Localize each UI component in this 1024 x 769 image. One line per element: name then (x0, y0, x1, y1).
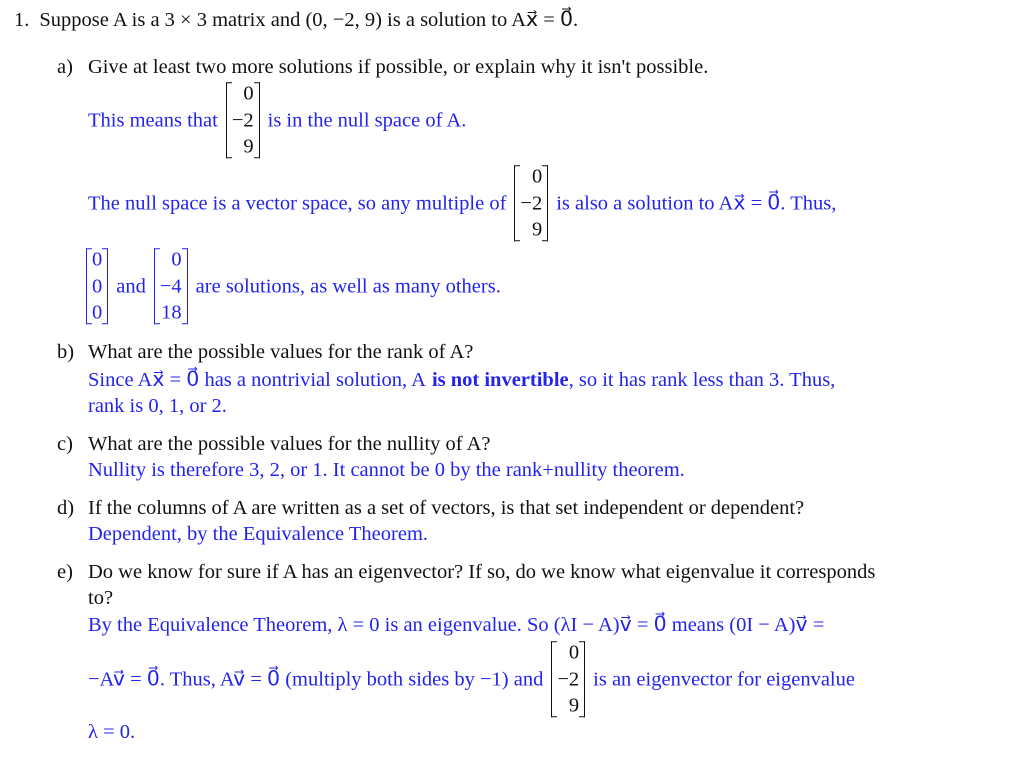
part-e-answer-line-3 (88, 720, 135, 744)
answer-text: −Av⃗ = 0⃗. Thus, Av⃗ = 0⃗ (multiply both sides by −1) and (88, 668, 544, 690)
question-number: 1. (14, 9, 30, 31)
matrix-entry: 0 (171, 248, 182, 271)
part-a-answer-line-3 (82, 246, 501, 326)
part-label: a) (57, 56, 73, 78)
question-text: What are the possible values for the nullity of A? (88, 433, 491, 455)
part-b-answer-line-1 (88, 368, 835, 392)
matrix-entry: 0 (92, 301, 103, 324)
part-e-question (57, 560, 875, 584)
matrix-entry: −2 (231, 108, 254, 131)
answer-text: λ = 0. (88, 721, 136, 743)
vector-matrix (514, 163, 548, 243)
question-text: to? (88, 587, 114, 609)
part-label: e) (57, 561, 73, 583)
part-label: d) (57, 497, 75, 519)
matrix-entry: 9 (243, 135, 254, 158)
vector-matrix (226, 80, 260, 160)
part-e-question-line-2 (88, 586, 113, 610)
answer-text: , so it has rank less than 3. Thus, (568, 369, 836, 391)
answer-text: rank is 0, 1, or 2. (88, 395, 227, 417)
part-a-answer-line-2 (88, 163, 836, 243)
question-1 (14, 8, 578, 32)
part-b-question (57, 340, 473, 364)
answer-text: is in the null space of A. (267, 109, 467, 131)
question-text: What are the possible values for the rank of A? (88, 341, 474, 363)
matrix-entry: 18 (161, 301, 182, 324)
matrix-entry: 0 (531, 165, 543, 188)
vector-matrix (551, 639, 585, 719)
matrix-entry: 0 (243, 82, 254, 105)
answer-text: The null space is a vector space, so any multiple of (88, 192, 507, 214)
question-text: If the columns of A are written as a set of vectors, is that set independent or dependent? (88, 497, 805, 519)
answer-bold-text: is not invertible (431, 369, 569, 391)
answer-text: is an eigenvector for eigenvalue (593, 668, 855, 690)
matrix-entry: −2 (557, 667, 580, 690)
answer-text: This means that (88, 109, 218, 131)
zero-vector-matrix (86, 246, 108, 326)
matrix-entry: 0 (92, 248, 103, 271)
part-label: b) (57, 341, 75, 363)
matrix-entry: −2 (520, 191, 543, 214)
question-text: Do we know for sure if A has an eigenvector? If so, do we know what eigenvalue it corresponds (88, 561, 876, 583)
answer-text: Since Ax⃗ = 0⃗ has a nontrivial solution, A (88, 369, 426, 391)
matrix-entry: 9 (531, 218, 543, 241)
answer-text: are solutions, as well as many others. (195, 275, 501, 297)
answer-text: Nullity is therefore 3, 2, or 1. It cannot be 0 by the rank+nullity theorem. (88, 459, 685, 481)
part-a-question (57, 55, 708, 79)
part-d-answer (88, 522, 428, 546)
vector-matrix (154, 246, 188, 326)
part-a-answer-line-1 (88, 80, 466, 160)
matrix-entry: −4 (159, 274, 182, 297)
part-c-question (57, 432, 490, 456)
part-label: c) (57, 433, 73, 455)
matrix-entry: 0 (568, 641, 580, 664)
answer-text: Dependent, by the Equivalence Theorem. (88, 523, 429, 545)
answer-text: and (116, 275, 146, 297)
matrix-entry: 9 (568, 694, 580, 717)
question-text: Give at least two more solutions if possible, or explain why it isn't possible. (88, 56, 709, 78)
answer-text: is also a solution to Ax⃗ = 0⃗. Thus, (556, 192, 837, 214)
part-e-answer-line-1 (88, 613, 824, 637)
matrix-entry: 0 (92, 274, 103, 297)
answer-text: By the Equivalence Theorem, λ = 0 is an eigenvalue. So (λI − A)v⃗ = 0⃗ means (0I − A)v⃗ = (88, 614, 825, 636)
part-b-answer-line-2 (88, 394, 227, 418)
part-c-answer (88, 458, 685, 482)
question-text: Suppose A is a 3 × 3 matrix and (0, −2, 9) is a solution to Ax⃗ = 0⃗. (39, 9, 579, 31)
part-d-question (57, 496, 804, 520)
part-e-answer-line-2 (88, 639, 855, 719)
